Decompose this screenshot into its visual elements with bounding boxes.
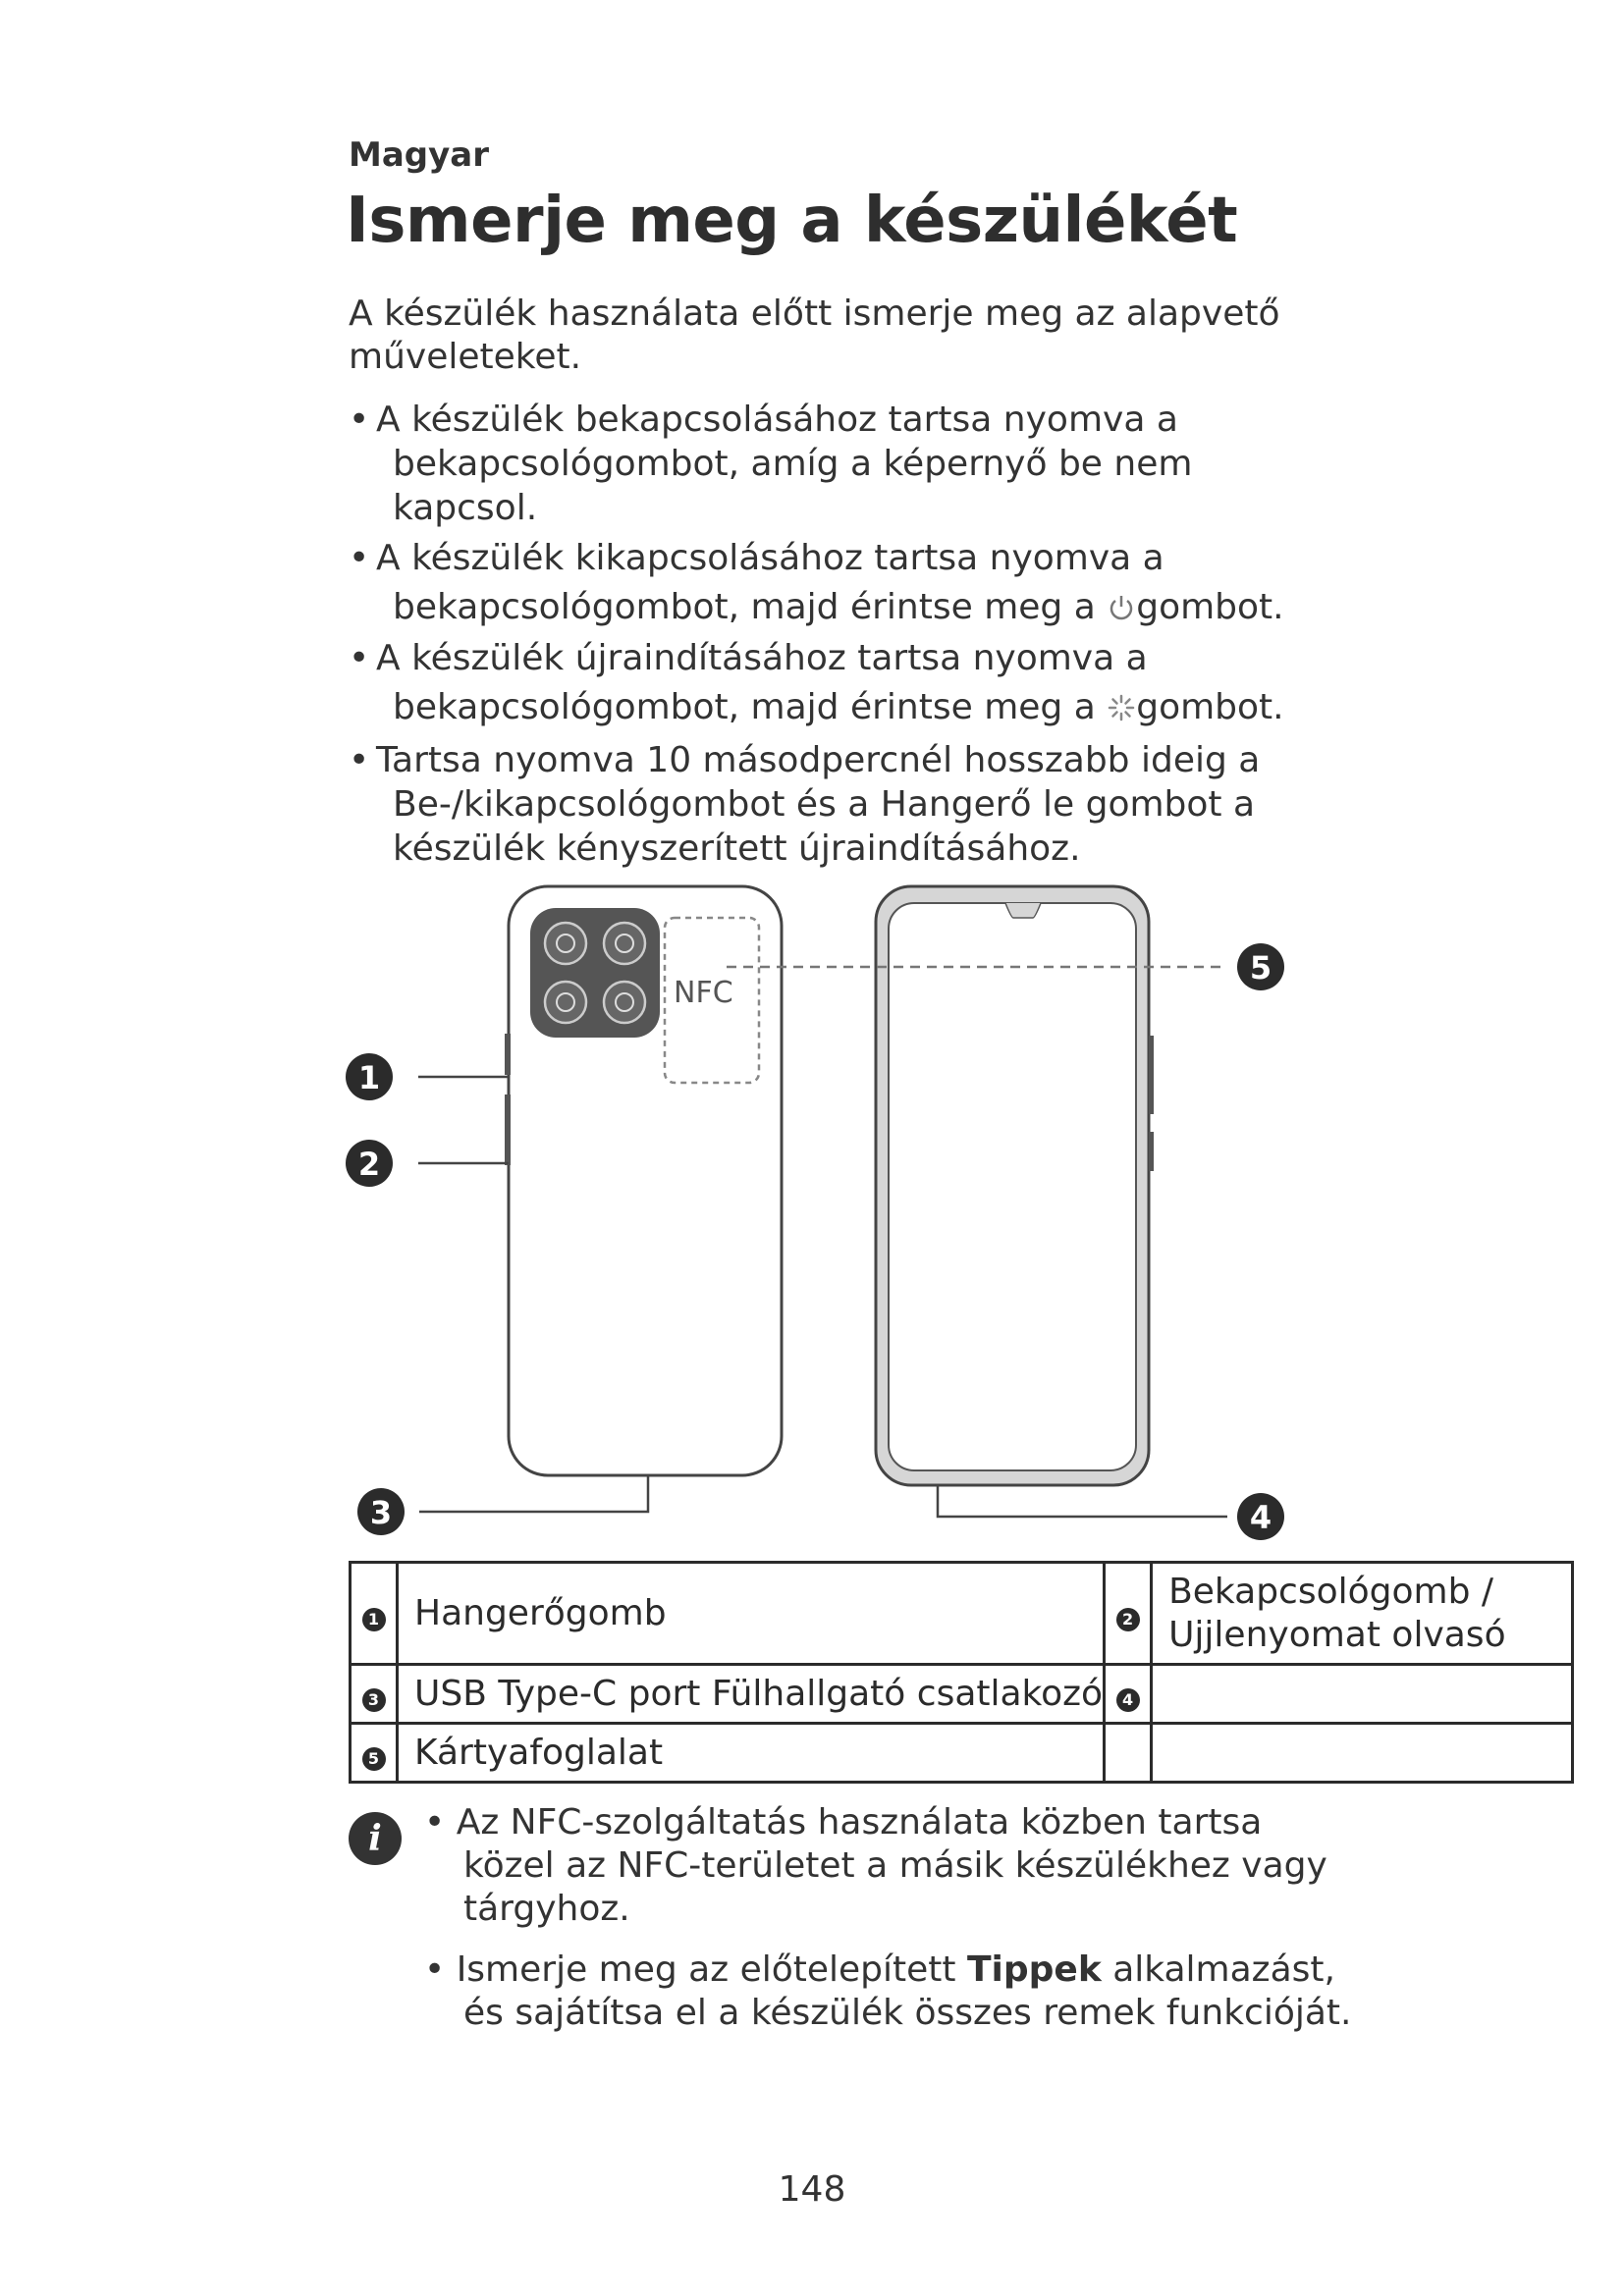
- table-row: [351, 1563, 1573, 1665]
- svg-text:5: 5: [1249, 949, 1272, 987]
- row-number-badge: 4: [1116, 1688, 1140, 1712]
- callout-4: [1237, 1493, 1284, 1540]
- part-label: Kártyafoglalat: [398, 1724, 1105, 1783]
- table-row: [351, 1665, 1573, 1724]
- callout-5: [1237, 943, 1284, 990]
- intro-line-2: műveleteket.: [349, 337, 582, 377]
- phone-back-view: [505, 886, 782, 1475]
- callout-1: [346, 1053, 393, 1100]
- row-number-badge: 1: [362, 1608, 386, 1631]
- restart-icon: [1107, 693, 1136, 722]
- tips-app-name: Tippek: [966, 1949, 1102, 1990]
- part-label: Hangerőgomb: [398, 1563, 1105, 1665]
- part-label: USB Type-C port Fülhallgató csatlakozó: [398, 1665, 1105, 1724]
- power-icon: [1107, 593, 1136, 622]
- callout-3: [357, 1488, 405, 1535]
- intro-paragraph: [349, 293, 1291, 379]
- intro-line-1: A készülék használata előtt ismerje meg az alapvető: [349, 294, 1280, 334]
- parts-table: [349, 1561, 1574, 1784]
- note-bullet-nfc: • Az NFC-szolgáltatás használata közben tartsa közel az NFC-területet a másik készülékhez vagy tárgyhoz.: [424, 1802, 1327, 1929]
- svg-text:1: 1: [357, 1059, 381, 1096]
- language-label: Magyar: [349, 135, 489, 175]
- info-icon: i: [349, 1812, 402, 1865]
- part-label: Bekapcsológomb / Ujjlenyomat olvasó: [1152, 1563, 1573, 1665]
- camera-module: [530, 908, 660, 1038]
- note-bullet-tips: • Ismerje meg az előtelepített Tippek alkalmazást, és sajátítsa el a készülék összes remek funkcióját.: [424, 1949, 1352, 2033]
- row-number-badge: 5: [362, 1747, 386, 1771]
- svg-text:4: 4: [1249, 1499, 1272, 1536]
- page-title: Ismerje meg a készülékét: [346, 185, 1238, 257]
- part-label: [1152, 1724, 1573, 1783]
- row-number-badge: 2: [1116, 1608, 1140, 1631]
- callout-2: [346, 1140, 393, 1187]
- svg-text:3: 3: [369, 1494, 393, 1531]
- phone-diagram: [334, 869, 1306, 1556]
- page-number: 148: [778, 2169, 846, 2210]
- table-row: [351, 1724, 1573, 1783]
- svg-text:2: 2: [357, 1146, 381, 1183]
- part-label: [1152, 1665, 1573, 1724]
- row-number-badge: 3: [362, 1688, 386, 1712]
- phone-front-view: [876, 886, 1154, 1485]
- nfc-label: NFC: [674, 976, 733, 1010]
